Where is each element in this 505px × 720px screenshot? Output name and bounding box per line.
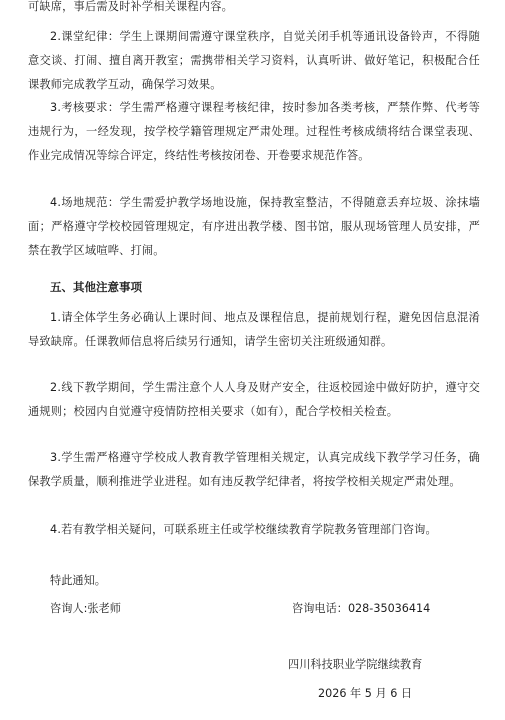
contact-person: 咨询人:张老师 — [50, 602, 121, 615]
section5-heading: 五、其他注意事项 — [50, 280, 142, 294]
item-assessment-requirements: 3.考核要求：学生需严格遵守课程考核纪律，按时参加各类考核，严禁作弊、代考等违规行为，一经发现，按学校学籍管理规定严肃处理。过程性考核成绩将结合课堂表现、作业完成情况等综合评定，终结性考核按闭卷、开卷要求规范作答。 — [28, 101, 480, 163]
top-fragment-text: 可缺席，事后需及时补学相关课程内容。 — [28, 0, 233, 13]
item-inquiries: 4.若有教学相关疑问，可联系班主任或学校继续教育学院教务管理部门咨询。 — [50, 523, 437, 536]
issue-date: 2026 年 5 月 6 日 — [318, 687, 413, 700]
closing-text: 特此通知。 — [50, 574, 106, 587]
contact-phone: 咨询电话：028-35036414 — [292, 602, 431, 615]
item-safety: 2.线下教学期间，学生需注意个人人身及财产安全，往返校园途中做好防护，遵守交通规则；校园内自觉遵守疫情防控相关要求（如有），配合学校相关检查。 — [28, 381, 480, 419]
item-venue-rules: 4.场地规范：学生需爱护教学场地设施，保持教室整洁，不得随意丢弃垃圾、涂抹墙面；严格遵守学校校园管理规定，有序进出教学楼、图书馆，服从现场管理人员安排，严禁在教学区域喧哗、打闹。 — [28, 196, 480, 258]
issuer-name: 四川科技职业学院继续教育 — [288, 658, 423, 671]
item-confirm-schedule: 1.请全体学生务必确认上课时间、地点及课程信息，提前规划行程，避免因信息混淆导致缺席。任课教师信息将后续另行通知，请学生密切关注班级通知群。 — [28, 311, 480, 349]
item-discipline-regulations: 3.学生需严格遵守学校成人教育教学管理相关规定，认真完成线下教学学习任务，确保教学质量，顺利推进学业进程。如有违反教学纪律者，将按学校相关规定严肃处理。 — [28, 451, 480, 489]
item-classroom-discipline: 2.课堂纪律：学生上课期间需遵守课堂秩序，自觉关闭手机等通讯设备铃声，不得随意交谈、打闹、擅自离开教室；需携带相关学习资料，认真听讲、做好笔记，积极配合任课教师完成教学互动，确保学习效果。 — [28, 30, 480, 92]
